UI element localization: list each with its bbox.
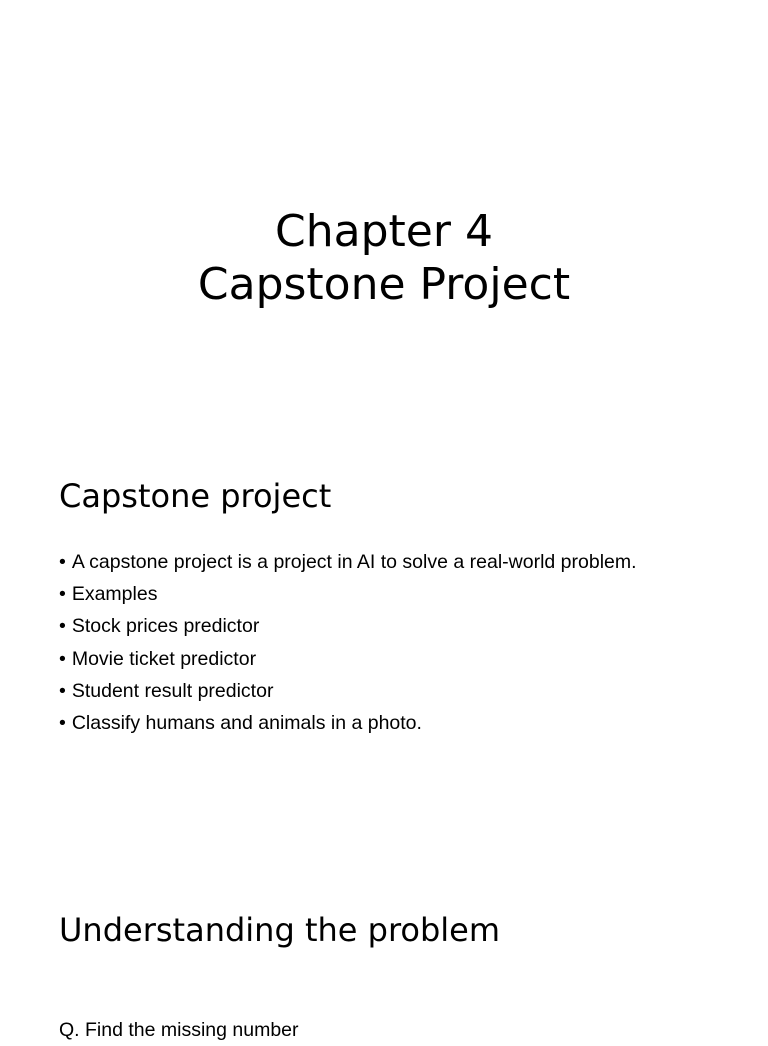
title-slide xyxy=(0,0,768,432)
slide-heading: Understanding the problem xyxy=(59,911,501,949)
chapter-title-line-2: Capstone Project xyxy=(197,259,571,311)
bullet-item: • Movie ticket predictor xyxy=(59,643,637,675)
partial-text-line: Q. Find the missing number xyxy=(59,1019,299,1041)
bullet-item: • Classify humans and animals in a photo. xyxy=(59,707,637,739)
bullet-item: • Stock prices predictor xyxy=(59,610,637,642)
capstone-project-slide xyxy=(0,432,768,864)
bullet-item: • Student result predictor xyxy=(59,675,637,707)
slide-heading: Capstone project xyxy=(59,477,332,515)
bullet-item: • A capstone project is a project in AI to solve a real-world problem. xyxy=(59,546,637,578)
bullet-item: • Examples xyxy=(59,578,637,610)
chapter-title-line-1: Chapter 4 xyxy=(275,206,493,258)
chapter-title xyxy=(0,205,768,311)
understanding-problem-slide xyxy=(0,864,768,1041)
bullet-list xyxy=(59,546,637,739)
